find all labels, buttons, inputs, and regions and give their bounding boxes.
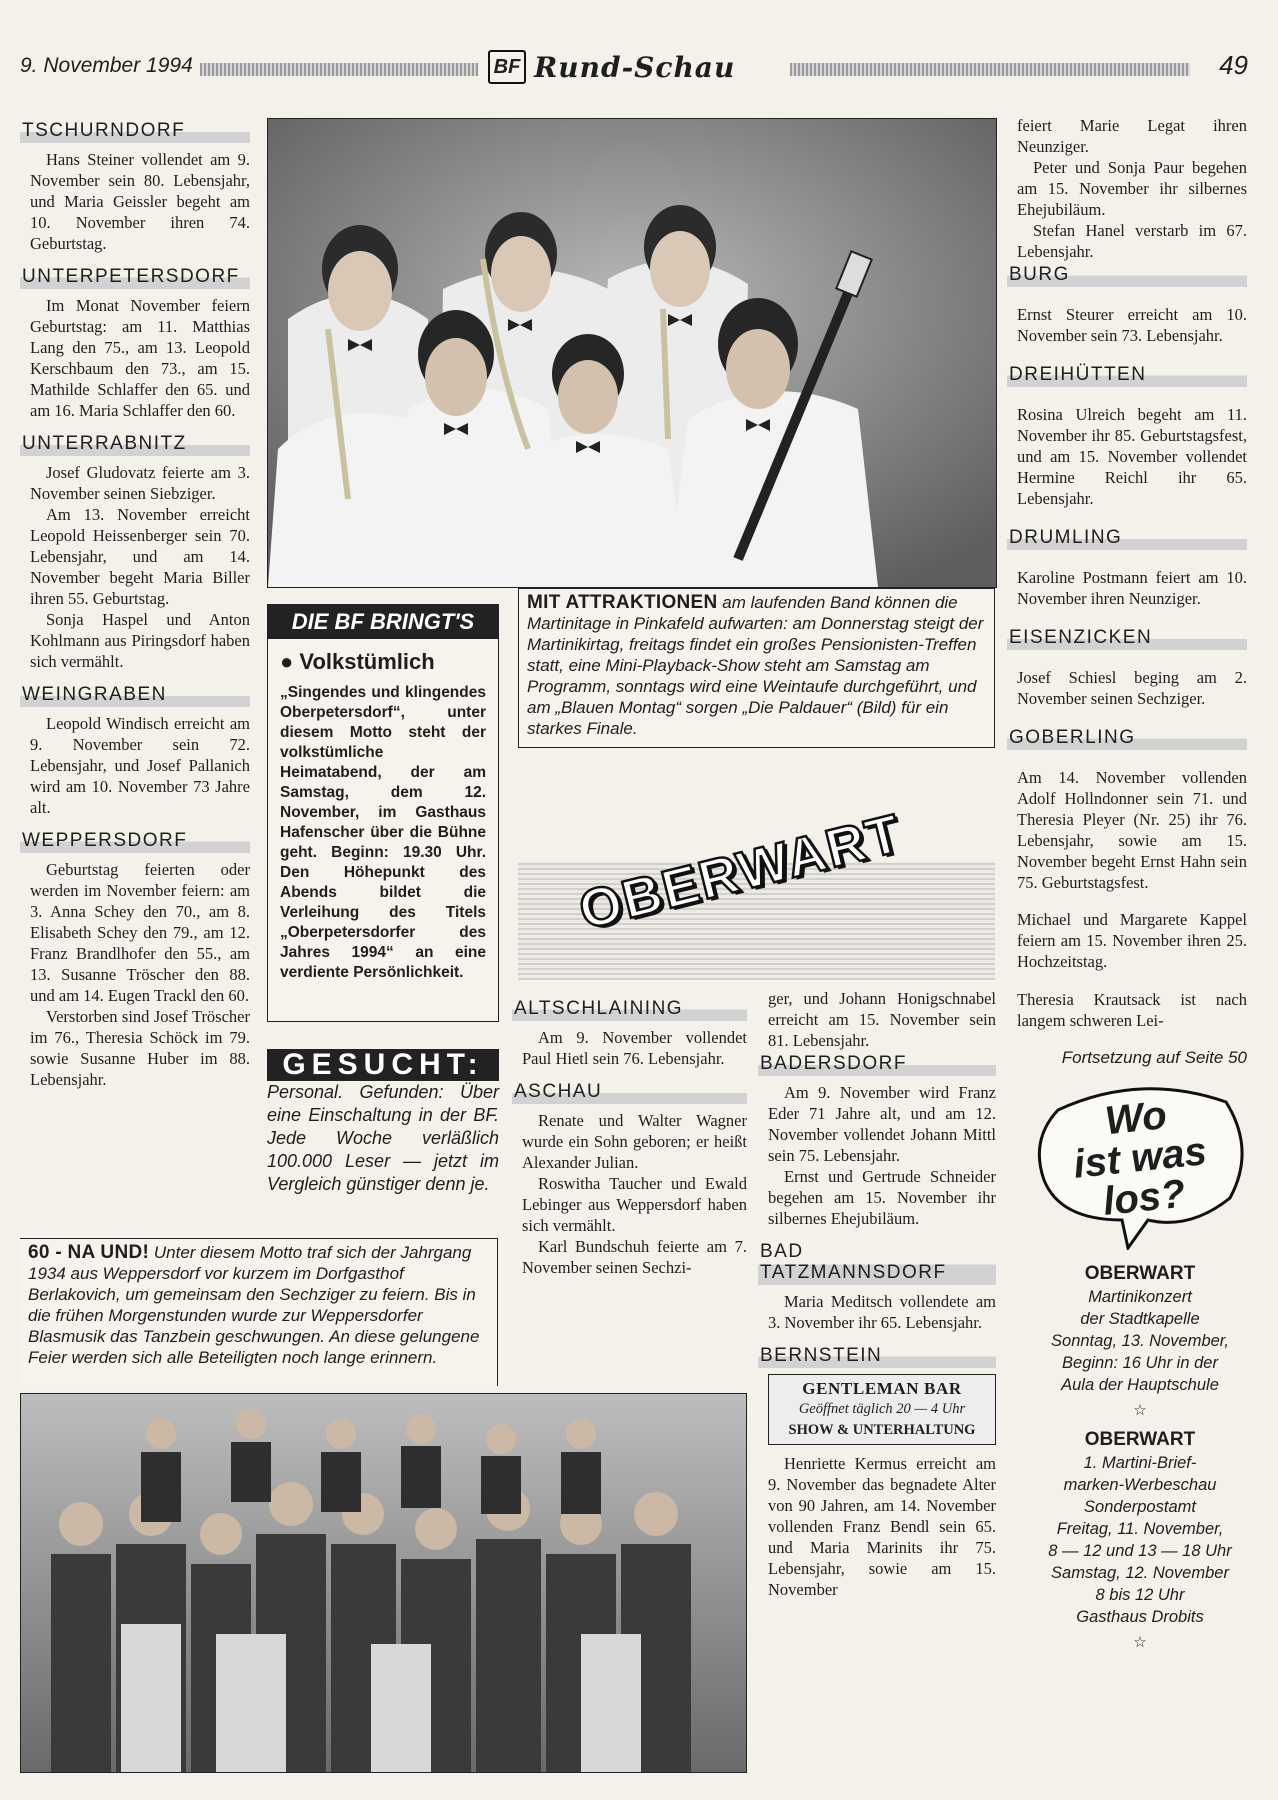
news-paragraph: Theresia Krautsack ist nach langem schweren Lei- bbox=[1017, 989, 1247, 1030]
right-column-sections bbox=[1009, 262, 1247, 1031]
bubble-line-1: Wo bbox=[1102, 1093, 1169, 1144]
news-paragraph: Maria Meditsch vollendete am 3. November ihr 65. Lebensjahr. bbox=[768, 1292, 996, 1332]
oberwart-title: OBERWART bbox=[573, 802, 908, 942]
star-icon: ☆ bbox=[1133, 1634, 1147, 1651]
place-heading: WEPPERSDORF bbox=[20, 828, 250, 853]
band-caption-lead: MIT ATTRAKTIONEN bbox=[527, 592, 718, 613]
masthead-title: Rund-Schau bbox=[534, 50, 736, 84]
right-column bbox=[1009, 115, 1247, 1068]
news-paragraph: Rosina Ulreich begeht am 11. November ihr 85. Geburtstagsfest, und am 15. November vollendet Hermine Reichl ihr 65. Lebensjahr. bbox=[1017, 404, 1247, 508]
bf-brings-headline bbox=[280, 649, 486, 675]
page-number: 49 bbox=[1219, 50, 1248, 80]
band-photo bbox=[267, 118, 997, 588]
middle-column-1 bbox=[514, 996, 747, 1278]
bubble-line-3: los? bbox=[1100, 1171, 1188, 1224]
place-heading: ASCHAU bbox=[512, 1079, 747, 1104]
place-heading: BAD TATZMANNSDORF bbox=[758, 1239, 996, 1285]
gesucht-title: GESUCHT: bbox=[267, 1049, 499, 1081]
event-detail: 1. Martini-Brief- bbox=[1083, 1454, 1197, 1472]
news-paragraph: Verstorben sind Josef Tröscher im 76., Theresia Schöck im 79. sowie Susanne Huber im 88. Lebensjahr. bbox=[30, 1007, 250, 1089]
place-heading: EISENZICKEN bbox=[1007, 625, 1247, 650]
news-paragraph: feiert Marie Legat ihren Neunziger. bbox=[1017, 116, 1247, 156]
bf-brings-headline-text: Volkstümlich bbox=[299, 649, 435, 674]
mid-col2-lead: ger, und Johann Honigschnabel erreicht am 15. November sein 81. Lebensjahr. bbox=[768, 989, 996, 1050]
gesucht-ad bbox=[267, 1049, 499, 1196]
news-paragraph: Leopold Windisch erreicht am 9. November sein 72. Lebensjahr, und Josef Pallanich wird am 10. November 73 Jahre alt. bbox=[30, 714, 250, 817]
bubble-text bbox=[1032, 1088, 1247, 1229]
place-heading: ALTSCHLAINING bbox=[512, 996, 747, 1021]
news-paragraph: Am 14. November vollenden Adolf Hollndonner sein 71. und Theresia Pleyer (Nr. 25) ihr 76. Lebensjahr, sowie am 15. November begeht Ernst Hahn sein 75. Geburtstagsfest. bbox=[1017, 767, 1247, 892]
bubble-line-2: ist was bbox=[1071, 1129, 1209, 1187]
star-icon: ☆ bbox=[1133, 1402, 1147, 1419]
place-heading: UNTERPETERSDORF bbox=[20, 264, 250, 289]
bullet-icon: ● bbox=[280, 649, 300, 674]
event-detail: Aula der Hauptschule bbox=[1061, 1376, 1219, 1394]
wo-ist-was-los-bubble bbox=[1030, 1080, 1250, 1250]
news-paragraph: Michael und Margarete Kappel feiern am 15. November ihren 25. Hochzeitstag. bbox=[1017, 910, 1247, 971]
news-paragraph: Geburtstag feierten oder werden im November feiern: am 3. Anna Schey den 70., am 8. Elisabeth Schey den 79., am 12. Franz Brandlhofer den 55., am 13. Susanne Tröscher den 88. und am 14. Eugen Trackl den 60. bbox=[30, 860, 250, 1005]
news-paragraph: Josef Gludovatz feierte am 3. November seinen Siebziger. bbox=[30, 463, 250, 503]
bf-brings-text: „Singendes und klingendes Oberpetersdorf“, unter diesem Motto steht der volkstümliche Heimatabend, der am Samstag, dem 12. November, im Gasthaus Hafenscher über die Bühne geht. Beginn: 19.30 Uhr. Den Höhepunkt des Abends bildet die Verleihung des Titels „Oberpetersdorfer des Jahres 1994“ an eine verdiente Persönlichkeit. bbox=[280, 684, 486, 981]
event-detail: 8 bis 12 Uhr bbox=[1095, 1586, 1185, 1604]
right-column-lead bbox=[1017, 115, 1247, 262]
place-heading: WEINGRABEN bbox=[20, 682, 250, 707]
event-city: OBERWART bbox=[1084, 1263, 1196, 1284]
gentleman-bar-title: GENTLEMAN BAR bbox=[802, 1379, 962, 1398]
event-detail: der Stadtkapelle bbox=[1080, 1310, 1200, 1328]
header-rule-right bbox=[790, 63, 1190, 76]
gentleman-bar-ad bbox=[768, 1374, 996, 1445]
place-heading: BERNSTEIN bbox=[758, 1343, 996, 1368]
news-paragraph: Peter und Sonja Paur begehen am 15. November ihr silbernes Ehejubiläum. bbox=[1017, 158, 1247, 219]
news-paragraph: Im Monat November feiern Geburtstag: am 11. Matthias Lang den 75., am 13. Leopold Kerschbaum den 73., am 15. Mathilde Schlaffer den 65. und am 16. Maria Schlaffer den 60. bbox=[30, 296, 250, 420]
news-paragraph: Ernst und Gertrude Schneider begehen am 15. November ihr silbernes Ehejubiläum. bbox=[768, 1167, 996, 1228]
place-heading: UNTERRABNITZ bbox=[20, 431, 250, 456]
left-column bbox=[22, 118, 250, 1090]
place-heading: GOBERLING bbox=[1007, 725, 1247, 750]
place-heading: TSCHURNDORF bbox=[20, 118, 250, 143]
event-detail: Gasthaus Drobits bbox=[1076, 1608, 1204, 1626]
group-caption-text: Unter diesem Motto traf sich der Jahrgang 1934 aus Weppersdorf vor kurzem im Dorfgasthof Berlakovich, um gemeinsam den Sechziger zu feiern. Bis in die frühen Morgenstunden wurde zur Weppersdorfer Blasmusik das Tanzbein geschwungen. An diese gelungene Feier werden sich alle Beteiligten noch lange erinnern. bbox=[28, 1243, 480, 1367]
band-caption-text: am laufenden Band können die Martinitage in Pinkafeld aufwarten: am Donnerstag steigt der Martinikirtag, freitags findet ein großes Pensionisten-Treffen statt, eine Mini-Playback-Show steht am Samstag am Programm, sonntags wird eine Weintaufe durchgeführt, und am „Blauen Montag“ sorgen „Die Paldauer“ (Bild) für ein starkes Finale. bbox=[527, 593, 984, 738]
bf-brings-kicker: DIE BF BRINGT'S bbox=[268, 605, 498, 639]
news-paragraph: Ernst Steurer erreicht am 10. November sein 73. Lebensjahr. bbox=[1017, 304, 1247, 345]
mid-col2-after-ad: Henriette Kermus erreicht am 9. November das begnadete Alter von 90 Jahren, am 14. November vollenden Franz Bendl sein 65. und Maria Marinits ihr 75. Lebensjahr, sowie am 15. November bbox=[768, 1454, 996, 1599]
event-city: OBERWART bbox=[1084, 1429, 1196, 1450]
news-paragraph: Renate und Walter Wagner wurde ein Sohn geboren; er heißt Alexander Julian. bbox=[522, 1111, 747, 1172]
event-detail: Martinikonzert bbox=[1088, 1288, 1192, 1306]
continued-note: Fortsetzung auf Seite 50 bbox=[1061, 1048, 1247, 1067]
events-list bbox=[1030, 1262, 1250, 1660]
event-detail: marken-Werbeschau bbox=[1063, 1476, 1217, 1494]
event-detail: Beginn: 16 Uhr in der bbox=[1062, 1354, 1218, 1372]
event-detail: Sonntag, 13. November, bbox=[1051, 1332, 1229, 1350]
masthead bbox=[488, 50, 735, 84]
event-detail: 8 — 12 und 13 — 18 Uhr bbox=[1048, 1542, 1232, 1560]
place-heading: DRUMLING bbox=[1007, 525, 1247, 550]
news-paragraph: Karoline Postmann feiert am 10. November ihren Neunziger. bbox=[1017, 567, 1247, 608]
gentleman-bar-hours: Geöffnet täglich 20 — 4 Uhr bbox=[798, 1401, 966, 1417]
band-photo-caption bbox=[518, 588, 995, 748]
news-paragraph: Sonja Haspel und Anton Kohlmann aus Piringsdorf haben sich vermählt. bbox=[30, 610, 250, 671]
news-paragraph: Am 13. November erreicht Leopold Heissenberger sein 70. Lebensjahr, und am 14. November begeht Maria Biller ihren 55. Geburtstag. bbox=[30, 505, 250, 608]
header-rule-left bbox=[200, 63, 478, 76]
bf-logo: BF bbox=[488, 50, 526, 84]
gesucht-text: Personal. Gefunden: Über eine Einschaltung in der BF. Jede Woche verläßlich 100.000 Leser — jetzt im Vergleich günstiger denn je. bbox=[267, 1082, 499, 1194]
event-detail: Samstag, 12. November bbox=[1051, 1564, 1229, 1582]
news-paragraph: Stefan Hanel verstarb im 67. Lebensjahr. bbox=[1017, 221, 1247, 261]
oberwart-banner bbox=[573, 802, 988, 960]
gentleman-bar-show: SHOW & UNTERHALTUNG bbox=[788, 1422, 976, 1438]
news-paragraph: Karl Bundschuh feierte am 7. November seinen Sechzi- bbox=[522, 1237, 747, 1277]
mid-col2-sections bbox=[760, 1051, 996, 1368]
event-detail: Freitag, 11. November, bbox=[1056, 1520, 1224, 1538]
place-heading: BURG bbox=[1007, 262, 1247, 287]
news-paragraph: Am 9. November wird Franz Eder 71 Jahre alt, und am 12. November vollendet Johann Mittl sein 75. Lebensjahr. bbox=[768, 1083, 996, 1165]
middle-column-2 bbox=[760, 988, 996, 1600]
place-heading: DREIHÜTTEN bbox=[1007, 362, 1247, 387]
news-paragraph: Am 9. November vollendet Paul Hietl sein 76. Lebensjahr. bbox=[522, 1028, 747, 1068]
issue-date: 9. November 1994 bbox=[20, 54, 193, 77]
place-heading: BADERSDORF bbox=[758, 1051, 996, 1076]
news-paragraph: Hans Steiner vollendet am 9. November sein 80. Lebensjahr, und Maria Geissler begeht am 10. November ihren 74. Geburtstag. bbox=[30, 150, 250, 253]
group-photo-caption bbox=[20, 1238, 498, 1386]
event-detail: Sonderpostamt bbox=[1084, 1498, 1196, 1516]
news-paragraph: Roswitha Taucher und Ewald Lebinger aus Weppersdorf haben sich vermählt. bbox=[522, 1174, 747, 1235]
news-paragraph: Josef Schiesl beging am 2. November seinen Sechziger. bbox=[1017, 667, 1247, 708]
bf-brings-box bbox=[267, 604, 499, 1022]
group-caption-lead: 60 - NA UND! bbox=[28, 1242, 150, 1263]
group-photo bbox=[20, 1393, 747, 1773]
